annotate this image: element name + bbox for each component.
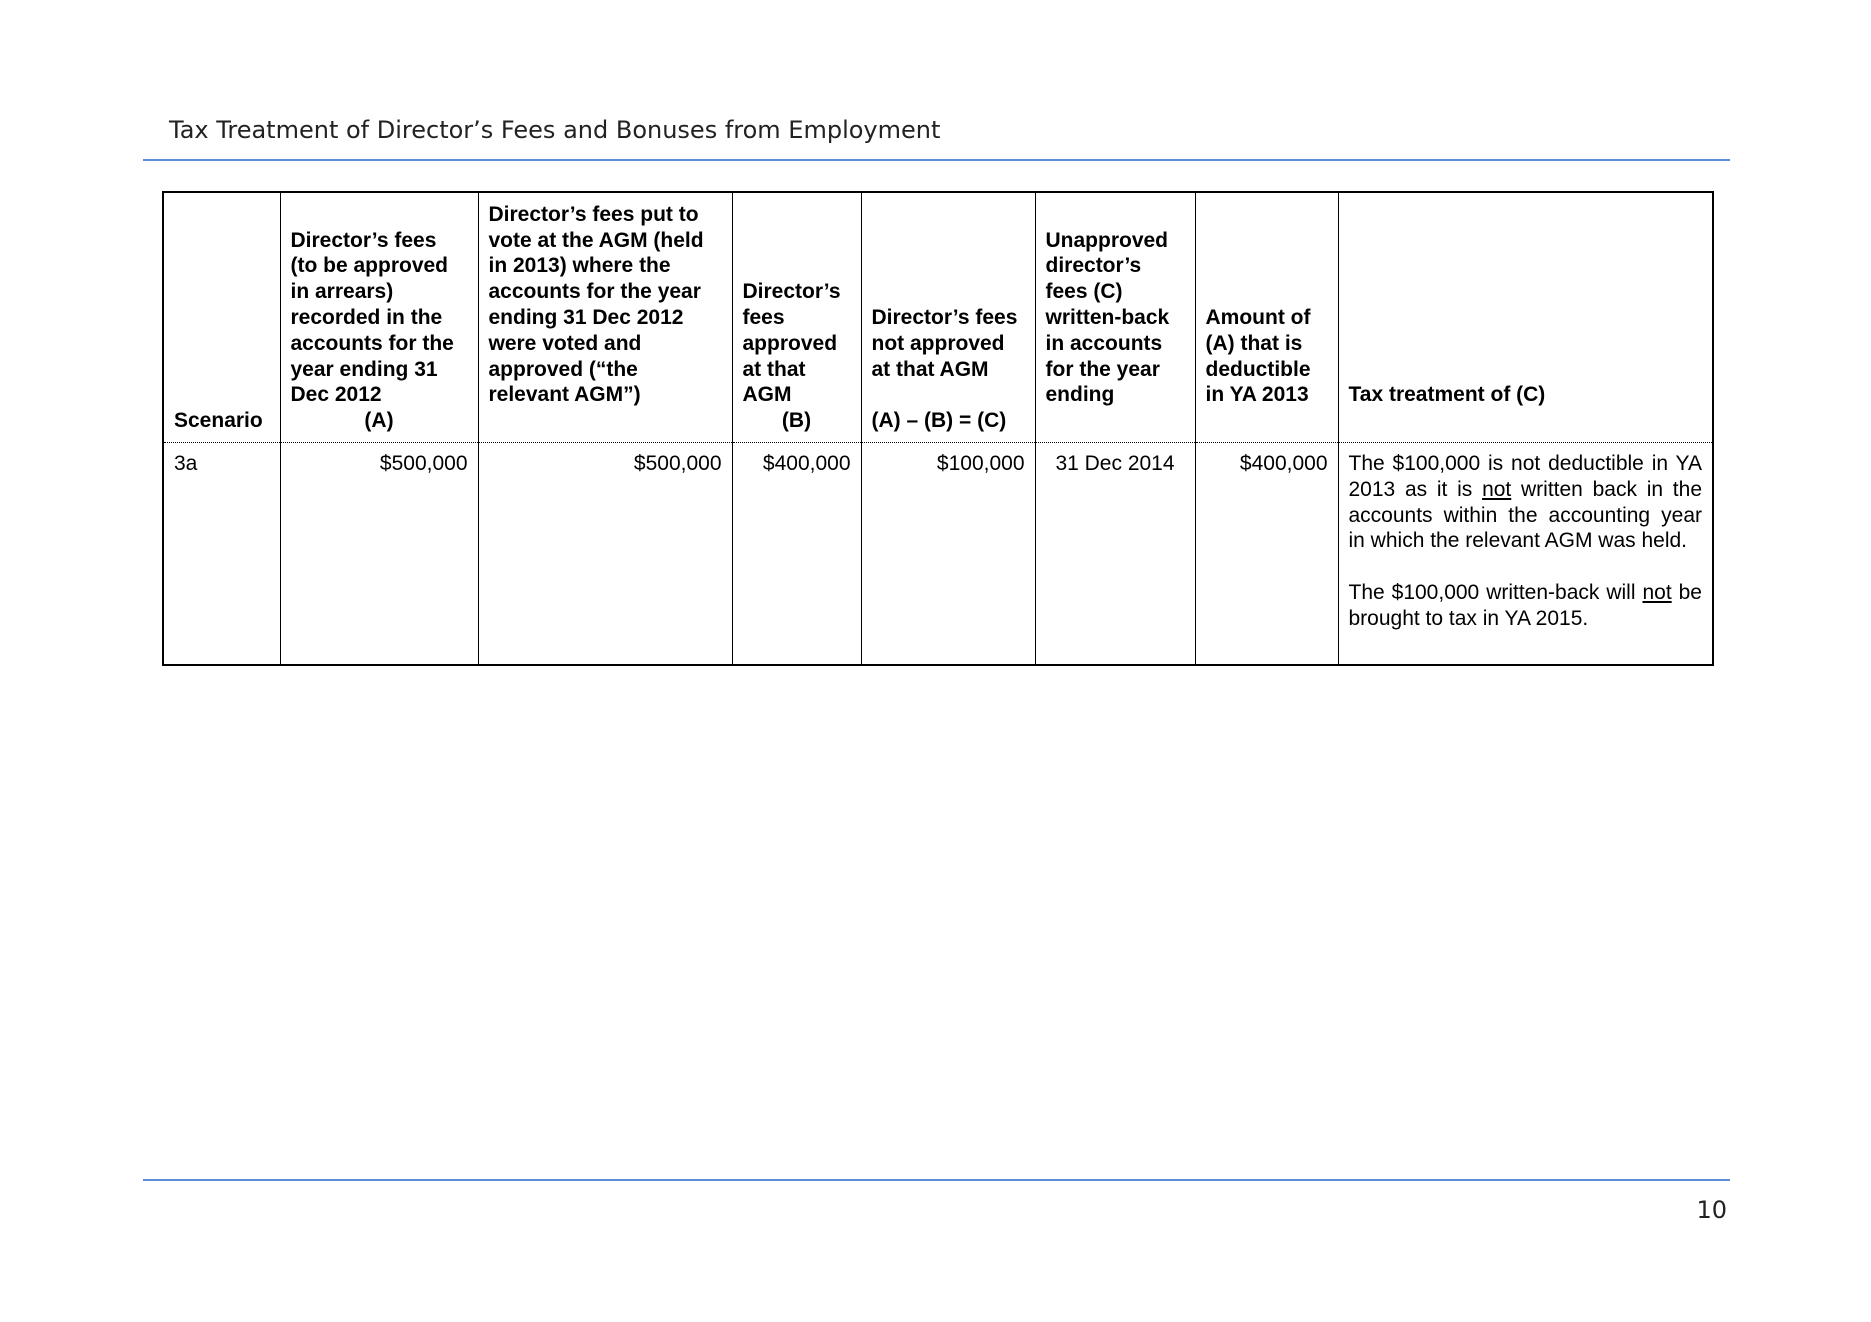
- header-fees-recorded-label: Director’s fees (to be approved in arrears) recorded in the accounts for the year ending 31 Dec 2012: [290, 228, 454, 407]
- header-fees-voted-label: Director’s fees put to vote at the AGM (held in 2013) where the accounts for the year ending 31 Dec 2012 were voted and approved (“the relevant AGM”): [488, 202, 704, 407]
- cell-fees-approved: $400,000: [732, 443, 861, 666]
- header-fees-approved: [732, 192, 861, 443]
- header-written-back-label: Unapproved director’s fees (C) written-back in accounts for the year ending: [1045, 228, 1170, 407]
- cell-written-back: 31 Dec 2014: [1035, 443, 1195, 666]
- cell-scenario: 3a: [163, 443, 280, 666]
- header-written-back: [1035, 192, 1195, 443]
- header-fees-not-approved: [861, 192, 1035, 443]
- cell-fees-voted: $500,000: [478, 443, 732, 666]
- header-fees-approved-label: Director’s fees approved at that AGM: [742, 280, 841, 407]
- header-fees-voted: [478, 192, 732, 443]
- header-deductible-amount-label: Amount of (A) that is deductible in YA 2013: [1205, 306, 1311, 407]
- header-tax-treatment-label: Tax treatment of (C): [1348, 383, 1546, 407]
- header-tax-treatment: [1338, 192, 1713, 443]
- table-header-row: [163, 192, 1713, 443]
- cell-tax-treatment: [1338, 443, 1713, 666]
- page-number: 10: [1696, 1196, 1727, 1224]
- header-fees-recorded: [280, 192, 478, 443]
- tax-treatment-paragraph-1: The $100,000 is not deductible in YA 2013 as it is not written back in the accounts within the accounting year in which the relevant AGM was held.: [1348, 452, 1702, 553]
- directors-fees-table: [162, 191, 1714, 666]
- footer-divider: [143, 1179, 1730, 1181]
- tax-treatment-paragraph-2: The $100,000 written-back will not be brought to tax in YA 2015.: [1348, 580, 1702, 630]
- header-scenario: [163, 192, 280, 443]
- header-divider: [143, 159, 1730, 161]
- cell-fees-recorded: $500,000: [280, 443, 478, 666]
- cell-fees-not-approved: $100,000: [861, 443, 1035, 666]
- table-row: [163, 443, 1713, 666]
- header-fees-approved-tag: (B): [781, 409, 812, 433]
- header-fees-not-approved-label: Director’s fees not approved at that AGM: [871, 306, 1018, 381]
- header-fees-recorded-tag: (A): [364, 409, 394, 433]
- header-deductible-amount: [1195, 192, 1338, 443]
- header-fees-not-approved-formula: (A) – (B) = (C): [871, 409, 1007, 433]
- page-header-title: Tax Treatment of Director’s Fees and Bonuses from Employment: [169, 116, 941, 144]
- cell-deductible-amount: $400,000: [1195, 443, 1338, 666]
- header-scenario-label: Scenario: [174, 409, 263, 433]
